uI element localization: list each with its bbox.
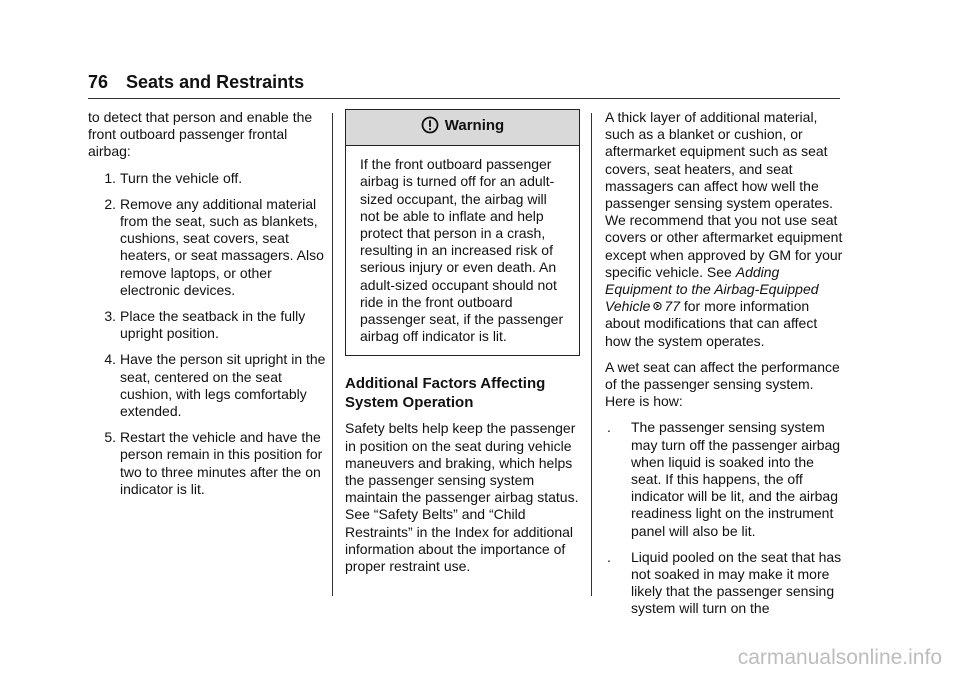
bullet-mark: . (607, 548, 611, 565)
column-1 (88, 109, 326, 507)
bullet-list (605, 419, 843, 617)
column-divider (591, 113, 592, 596)
bullet-text: The passenger sensing system may turn off the passenger airbag when liquid is soaked into the seat. If this happens, the off indicator will be lit, and the airbag readiness light on the instrument panel will also be lit. (631, 419, 841, 539)
warning-header (346, 110, 579, 146)
list-item (88, 351, 326, 420)
step-number: 3. (104, 308, 116, 325)
list-item (605, 549, 843, 618)
body-paragraph: Safety belts help keep the passenger in position on the seat during vehicle maneuvers and braking, which helps the passenger sensing system maintain the passenger airbag status. See “Safety Belts” and “Child Restraints” in the Index for additional information about the importance of proper restraint use. (345, 420, 579, 575)
step-number: 2. (104, 195, 116, 212)
warning-box (345, 109, 580, 356)
list-item (88, 308, 326, 342)
watermark: carmanualsonline.info (737, 646, 942, 669)
steps-list (88, 170, 326, 498)
step-number: 4. (104, 351, 116, 368)
paragraph-text: for more information about modifications that can affect how the system operates. (605, 298, 818, 349)
page-number: 76 (88, 72, 109, 92)
step-number: 1. (104, 169, 116, 186)
body-paragraph: A wet seat can affect the performance of the passenger sensing system. Here is how: (605, 358, 840, 410)
intro-paragraph: to detect that person and enable the front outboard passenger frontal airbag: (88, 109, 313, 160)
warning-icon (421, 116, 439, 138)
warning-title: Warning (444, 117, 505, 134)
list-item (88, 429, 326, 498)
page-reference[interactable]: 77 (664, 298, 680, 315)
step-text: Have the person sit upright in the seat, centered on the seat cushion, with legs comfortably extended. (120, 351, 326, 420)
step-text: Place the seatback in the fully upright position. (120, 308, 306, 342)
step-text: Remove any additional material from the seat, such as blankets, cushions, seat covers, seat heaters, or seat massagers. Also remove laptops, or other electronic devices. (120, 195, 324, 298)
body-paragraph (605, 109, 843, 350)
step-text: Turn the vehicle off. (120, 169, 243, 186)
column-divider (332, 113, 333, 596)
bullet-mark: . (607, 419, 611, 436)
paragraph-text: A thick layer of additional material, such as a blanket or cushion, or aftermarket equipment such as seat covers, seat heaters, and seat massagers can affect how well the passenger sensing system operates. We recommend that you not use seat covers or other aftermarket equipment except when approved by GM for your specific vehicle. See (605, 109, 843, 280)
step-number: 5. (104, 429, 116, 446)
warning-body: If the front outboard passenger airbag is turned off for an adult-sized occupant, the airbag will not be able to inflate and help protect that person in a crash, resulting in an increased risk of serious injury or even death. An adult-sized occupant should not ride in the front outboard passenger seat, if the passenger airbag off indicator is lit. (360, 156, 564, 345)
step-text: Restart the vehicle and have the person remain in this position for two to three minutes after the on indicator is lit. (120, 429, 323, 497)
page-header (88, 72, 304, 93)
column-3 (605, 109, 843, 627)
list-item (88, 196, 326, 299)
list-item (88, 170, 326, 187)
page-reference-icon (653, 298, 662, 315)
header-rule (88, 98, 840, 99)
section-title: Seats and Restraints (126, 72, 305, 92)
section-heading: Additional Factors Affecting System Operation (345, 375, 546, 412)
list-item (605, 419, 843, 539)
cross-reference-link[interactable]: Adding Equipment to the Airbag-Equipped Vehicle (605, 263, 819, 315)
column-2 (345, 109, 580, 584)
bullet-text: Liquid pooled on the seat that has not soaked in may make it more likely that the passenger sensing system will turn on the (631, 548, 842, 617)
